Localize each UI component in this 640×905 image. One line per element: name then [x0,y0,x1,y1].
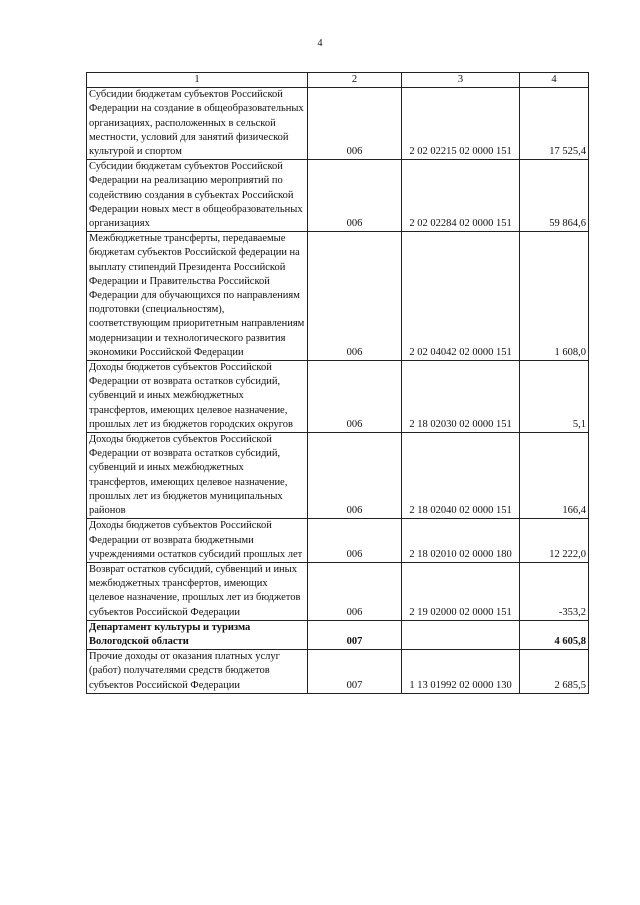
row-code: 006 [308,361,402,433]
header-col-1: 1 [87,73,308,88]
revenue-table [86,72,589,694]
row-code: 006 [308,232,402,361]
row-kbk: 2 18 02010 02 0000 180 [402,519,520,563]
row-name: Субсидии бюджетам субъектов Российской Федерации на реализацию мероприятий по содействию создания в субъектах Российской Федерации новых мест в общеобразовательных организациях [87,160,308,232]
table-row [87,88,589,160]
page-number: 4 [317,38,323,49]
table-row [87,232,589,361]
row-kbk: 2 18 02030 02 0000 151 [402,361,520,433]
row-code: 006 [308,433,402,519]
row-code: 006 [308,88,402,160]
table-row-department [87,620,589,649]
row-code: 006 [308,519,402,563]
row-kbk: 2 02 04042 02 0000 151 [402,232,520,361]
row-kbk [402,620,520,649]
row-amount: 5,1 [520,361,589,433]
row-amount: 12 222,0 [520,519,589,563]
table-row [87,433,589,519]
row-kbk: 2 19 02000 02 0000 151 [402,562,520,620]
row-name: Прочие доходы от оказания платных услуг (работ) получателями средств бюджетов субъектов Российской Федерации [87,650,308,694]
table-row [87,519,589,563]
row-name: Доходы бюджетов субъектов Российской Федерации от возврата бюджетными учреждениями остатков субсидий прошлых лет [87,519,308,563]
table-row [87,562,589,620]
header-col-3: 3 [402,73,520,88]
table-header-row [87,73,589,88]
row-name: Субсидии бюджетам субъектов Российской Федерации на создание в общеобразовательных организациях, расположенных в сельской местности, условий для занятий физической культурой и спортом [87,88,308,160]
table-row [87,650,589,694]
table-row [87,160,589,232]
row-kbk: 2 02 02215 02 0000 151 [402,88,520,160]
row-code: 007 [308,620,402,649]
row-amount: -353,2 [520,562,589,620]
row-amount: 59 864,6 [520,160,589,232]
header-col-2: 2 [308,73,402,88]
row-kbk: 1 13 01992 02 0000 130 [402,650,520,694]
row-code: 007 [308,650,402,694]
row-kbk: 2 02 02284 02 0000 151 [402,160,520,232]
row-kbk: 2 18 02040 02 0000 151 [402,433,520,519]
table-row [87,361,589,433]
row-name: Доходы бюджетов субъектов Российской Федерации от возврата остатков субсидий, субвенций и иных межбюджетных трансфертов, имеющих целевое назначение, прошлых лет из бюджетов городских округов [87,361,308,433]
row-name: Межбюджетные трансферты, передаваемые бюджетам субъектов Российской федерации на выплату стипендий Президента Российской Федерации и Правительства Российской Федерации для обучающихся по направлениям подготовки (специальностям), соответствующим приоритетным направлениям модернизации и технологического развития экономики Российской Федерации [87,232,308,361]
row-amount: 2 685,5 [520,650,589,694]
row-code: 006 [308,160,402,232]
row-amount: 4 605,8 [520,620,589,649]
row-code: 006 [308,562,402,620]
row-amount: 1 608,0 [520,232,589,361]
row-name: Доходы бюджетов субъектов Российской Федерации от возврата остатков субсидий, субвенций и иных межбюджетных трансфертов, имеющих целевое назначение, прошлых лет из бюджетов муниципальных районов [87,433,308,519]
header-col-4: 4 [520,73,589,88]
row-amount: 166,4 [520,433,589,519]
row-amount: 17 525,4 [520,88,589,160]
row-name: Возврат остатков субсидий, субвенций и иных межбюджетных трансфертов, имеющих целевое назначение, прошлых лет из бюджетов субъектов Российской Федерации [87,562,308,620]
row-name: Департамент культуры и туризма Вологодской области [87,620,308,649]
